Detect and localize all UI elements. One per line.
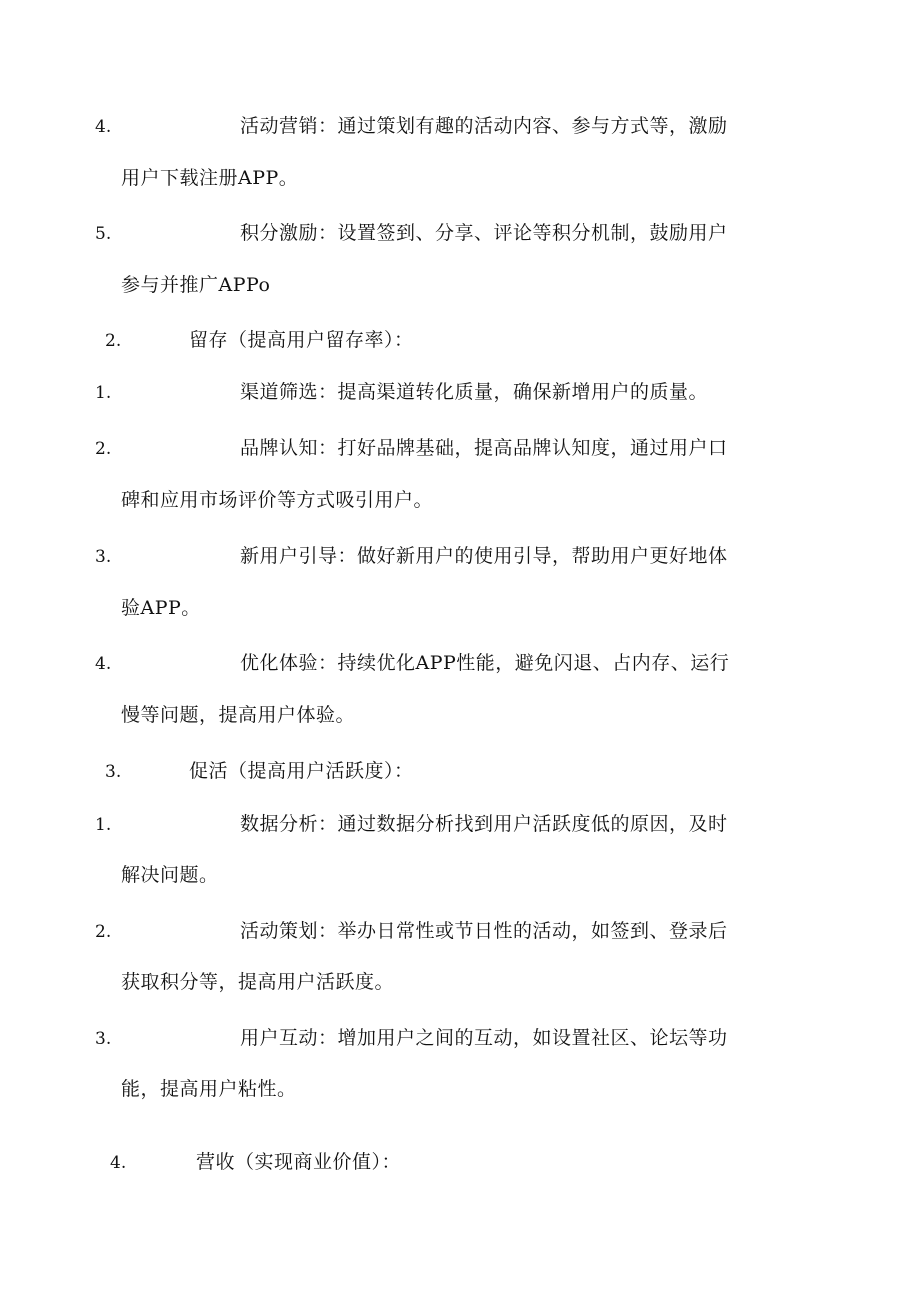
list-number: 5.	[95, 224, 112, 244]
list-item-continuation: 用户下载注册APP。	[121, 167, 299, 189]
list-item-text: 积分激励：设置签到、分享、评论等积分机制，鼓励用户	[240, 222, 728, 244]
section-heading: 留存（提高用户留存率）：	[189, 329, 414, 351]
list-number: 2.	[95, 922, 112, 942]
list-number: 1.	[95, 383, 112, 403]
list-item-continuation: 获取积分等，提高用户活跃度。	[121, 971, 395, 993]
list-number: 3.	[95, 547, 112, 567]
list-item-text: 品牌认知：打好品牌基础，提高品牌认知度，通过用户口	[240, 437, 728, 459]
list-item-text: 新用户引导：做好新用户的使用引导，帮助用户更好地体	[240, 545, 728, 567]
list-number: 4.	[95, 117, 112, 137]
section-number: 4.	[110, 1153, 127, 1173]
list-item-continuation: 验APP。	[121, 597, 201, 619]
section-heading: 促活（提高用户活跃度）：	[189, 760, 414, 782]
list-item-text: 数据分析：通过数据分析找到用户活跃度低的原因，及时	[240, 813, 728, 835]
list-item-text: 活动营销：通过策划有趣的活动内容、参与方式等，激励	[240, 115, 728, 137]
list-item-text: 活动策划：举办日常性或节日性的活动，如签到、登录后	[240, 920, 728, 942]
list-number: 3.	[95, 1029, 112, 1049]
section-heading: 营收（实现商业价值）：	[196, 1151, 402, 1173]
list-item-continuation: 能，提高用户粘性。	[121, 1078, 297, 1100]
list-number: 1.	[95, 815, 112, 835]
list-item-continuation: 解决问题。	[121, 864, 219, 886]
list-item-text: 渠道筛选：提高渠道转化质量，确保新增用户的质量。	[240, 381, 709, 403]
list-number: 4.	[95, 654, 112, 674]
list-item-text: 优化体验：持续优化APP性能，避免闪退、占内存、运行	[240, 652, 730, 674]
section-number: 3.	[105, 762, 122, 782]
list-item-continuation: 参与并推广APPo	[121, 274, 271, 296]
list-item-continuation: 碑和应用市场评价等方式吸引用户。	[121, 489, 434, 511]
list-item-text: 用户互动：增加用户之间的互动，如设置社区、论坛等功	[240, 1027, 728, 1049]
section-number: 2.	[105, 331, 122, 351]
list-item-continuation: 慢等问题，提高用户体验。	[121, 704, 356, 726]
list-number: 2.	[95, 439, 112, 459]
